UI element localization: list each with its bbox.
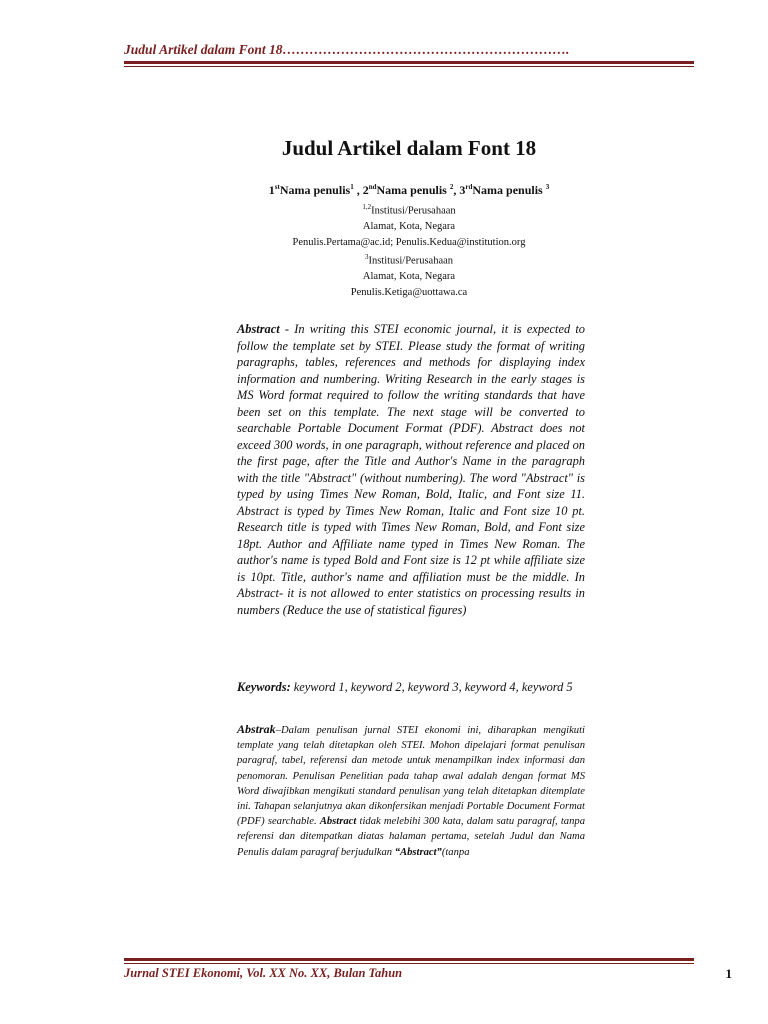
running-header: Judul Artikel dalam Font 18………………………………………………………. [124,42,570,57]
keywords-label: Keywords: [237,680,291,694]
abstract-label: Abstract [237,322,280,336]
author-line: 1stNama penulis$^1$ , 2ndNama penulis $^2$, 3rdNama penulis $^3$ [268,183,550,197]
author-2-sup: 2 [449,183,454,191]
footer-rule-thin [124,963,694,964]
author-3-sup: 3 [545,183,550,191]
affiliation-1-name: Institusi/Perusahaan [371,205,456,217]
abstrak-text-3: (tanpa [441,846,470,858]
abstrak-text-2: tidak melebihi 300 kata, dalam satu paragraf, tanpa referensi dan ditempatkan diatas halaman pertama, setelah Judul dan Nama Penulis dalam paragraf berjudulkan [237,816,585,858]
author-2-number: 2 [362,183,369,197]
page-number: 1 [725,966,732,981]
affiliation-2-name: Institusi/Perusahaan [368,255,454,267]
affiliation-1-sup: 1,2 [362,203,372,211]
affiliation-2-sup: 3 [364,253,369,262]
author-3-name: Nama penulis [472,183,543,197]
author-1-number: 1 [268,183,275,197]
affiliation-block [124,200,694,301]
abstract-paragraph [237,321,585,618]
affiliation-2-address: Alamat, Kota, Negara [362,271,456,283]
journal-footer: Jurnal STEI Ekonomi, Vol. XX No. XX, Bulan Tahun [124,966,403,980]
affiliation-1-address: Alamat, Kota, Negara [362,221,456,233]
abstrak-text-1: –Dalam penulisan jurnal STEI ekonomi ini, diharapkan mengikuti template yang telah ditetapkan oleh STEI. Mohon dipelajari format penulisan paragraf, tabel, referensi dan metode untuk menampilkan index informasi dan penomoran. Penulisan Penelitian pada tahap awal adalah dengan format MS Word diwajibkan mengikuti standard penulisan yang telah ditetapkan ditemplate ini. Tahapan selanjutnya akan dikonfersikan menjadi Portable Document Format (PDF) searchable. [237,725,585,828]
affiliation-1-emails: Penulis.Pertama@ac.id; Penulis.Kedua@institution.org [292,236,526,248]
abstrak-paragraph [237,722,585,860]
header-rule-thin [124,66,694,67]
abstrak-bold-1: Abstract [319,816,357,828]
affiliation-2-email: Penulis.Ketiga@uottawa.ca [350,286,468,298]
footer-rule-thick [124,958,694,961]
keywords-text: keyword 1, keyword 2, keyword 3, keyword 4, keyword 5 [290,680,573,694]
author-2-ordinal: nd [368,183,377,191]
author-1-ordinal: st [274,183,280,191]
abstract-text: - In writing this STEI economic journal, it is expected to follow the template set by STEI. Please study the format of writing paragraphs, tables, references and methods for displaying index information and numbering. Writing Research in the early stages is MS Word format required to follow the writing standards that have been set on this template. The next stage will be converted to searchable Portable Document Format (PDF). Abstract does not exceed 300 words, in one paragraph, without reference and placed on the first page, after the Title and Author's Name in the paragraph with the title "Abstract" (without numbering). The word "Abstract" is typed by using Times New Roman, Bold, Italic, and Font size 11. Abstract is typed by Times New Roman, Italic and Font size 10 pt. Research title is typed with Times New Roman, Bold, and Font size 18pt. Author and Affiliate name typed in Times New Roman. The author's name is typed Bold and Font size is 12 pt while affiliate size is 10pt. Title, author's name and affiliation must be the middle. In Abstract- it is not allowed to enter statistics on processing results in numbers (Reduce the use of statistical figures) [237,322,585,617]
keywords-line [237,680,637,695]
affiliation-1-institution [124,200,694,219]
author-1-name: Nama penulis [279,183,351,197]
article-title: Judul Artikel dalam Font 18 [281,136,537,160]
header-rule-thick [124,61,694,64]
author-3-ordinal: rd [465,183,473,191]
author-3-number: 3 [459,183,466,197]
abstrak-bold-2: “Abstract” [394,846,442,858]
affiliation-2-institution [124,250,694,269]
author-2-name: Nama penulis [376,183,447,197]
abstrak-label: Abstrak [237,722,276,736]
author-1-sup: 1 [350,183,354,191]
